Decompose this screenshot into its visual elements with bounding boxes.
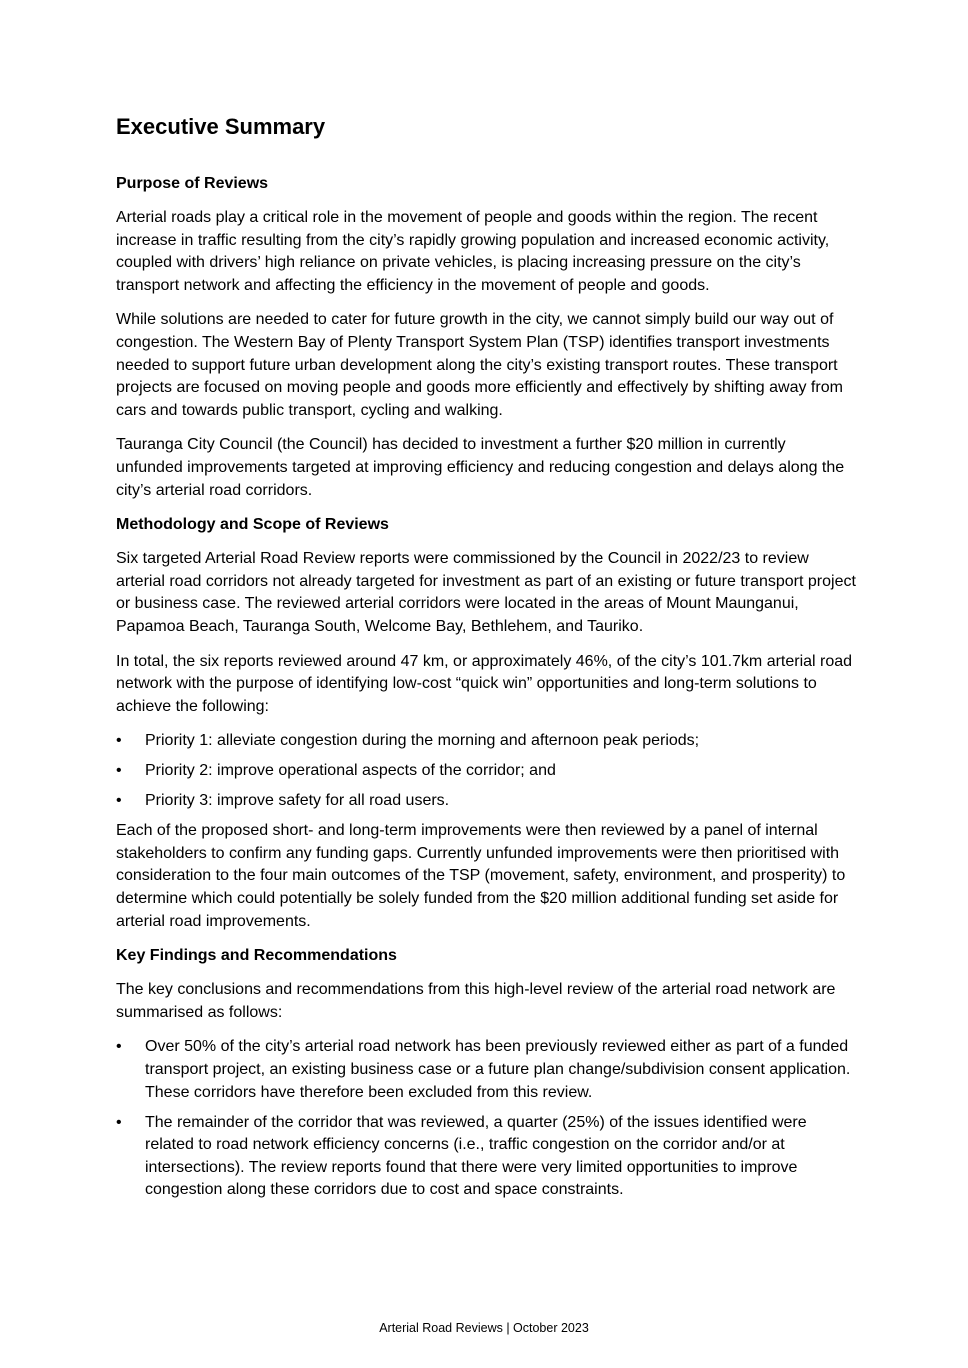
- list-item: [116, 730, 856, 753]
- document-body: [116, 112, 856, 1209]
- paragraph: Tauranga City Council (the Council) has decided to investment a further $20 million in currently unfunded improvements targeted at improving efficiency and reducing congestion and delays along the city’s arterial road corridors.: [116, 436, 845, 499]
- paragraph: While solutions are needed to cater for future growth in the city, we cannot simply build our way out of congestion. The Western Bay of Plenty Transport System Plan (TSP) identifies transport investments needed to support future urban development along the city’s existing transport routes. These transport projects are focused on moving people and goods more efficiently and effectively by shifting away from cars and towards public transport, cycling and walking.: [116, 311, 843, 419]
- bullet-icon: •: [116, 732, 122, 750]
- page-footer: Arterial Road Reviews | October 2023: [379, 1321, 589, 1335]
- bullet-icon: •: [116, 1113, 122, 1131]
- bullet-list: [116, 1036, 856, 1202]
- list-item: [116, 760, 856, 783]
- list-item-text: Priority 1: alleviate congestion during the morning and afternoon peak periods;: [145, 732, 700, 750]
- bullet-icon: •: [116, 1038, 122, 1056]
- section-heading: Methodology and Scope of Reviews: [116, 516, 389, 534]
- paragraph: Each of the proposed short- and long-term improvements were then reviewed by a panel of internal stakeholders to confirm any funding gaps. Currently unfunded improvements were then prioritised with consideration to the four main outcomes of the TSP (movement, safety, environment, and prosperity) to determine which could potentially be solely funded from the $20 million additional funding set aside for arterial road improvements.: [116, 822, 846, 930]
- list-item: [116, 1112, 856, 1202]
- paragraph: Arterial roads play a critical role in the movement of people and goods within the region. The recent increase in traffic resulting from the city’s rapidly growing population and increased economic activity, coupled with drivers’ high reliance on private vehicles, is placing increasing pressure on the city’s transport network and affecting the efficiency in the movement of people and goods.: [116, 209, 830, 294]
- section-heading: Purpose of Reviews: [116, 175, 269, 192]
- page-title: Executive Summary: [116, 114, 326, 139]
- paragraph: In total, the six reports reviewed around 47 km, or approximately 46%, of the city’s 101.7km arterial road network with the purpose of identifying low-cost “quick win” opportunities and long-term solutions to achieve the following:: [116, 652, 853, 715]
- list-item-text: Over 50% of the city’s arterial road network has been previously reviewed either as part of a funded transport project, an existing business case or a future plan change/subdivision consent application. These corridors have therefore been excluded from this review.: [145, 1038, 851, 1101]
- list-item-text: Priority 3: improve safety for all road users.: [145, 792, 450, 810]
- list-item-text: The remainder of the corridor that was reviewed, a quarter (25%) of the issues identified were related to road network efficiency concerns (i.e., traffic congestion on the corridor and/or at intersections). The review reports found that there were very limited opportunities to improve congestion along these corridors due to cost and space constraints.: [145, 1113, 807, 1199]
- list-item-text: Priority 2: improve operational aspects of the corridor; and: [145, 762, 556, 780]
- list-item: [116, 790, 856, 813]
- list-item: [116, 1036, 856, 1104]
- paragraph: Six targeted Arterial Road Review reports were commissioned by the Council in 2022/23 to review arterial road corridors not already targeted for investment as part of an existing or future transport project or business case. The reviewed arterial corridors were located in the areas of Mount Maunganui, Papamoa Beach, Tauranga South, Welcome Bay, Bethlehem, and Tauriko.: [116, 550, 856, 635]
- section-heading: Key Findings and Recommendations: [116, 947, 397, 965]
- bullet-icon: •: [116, 762, 122, 780]
- paragraph: The key conclusions and recommendations from this high-level review of the arterial road network are summarised as follows:: [116, 981, 836, 1021]
- bullet-icon: •: [116, 792, 122, 810]
- bullet-list: [116, 730, 856, 813]
